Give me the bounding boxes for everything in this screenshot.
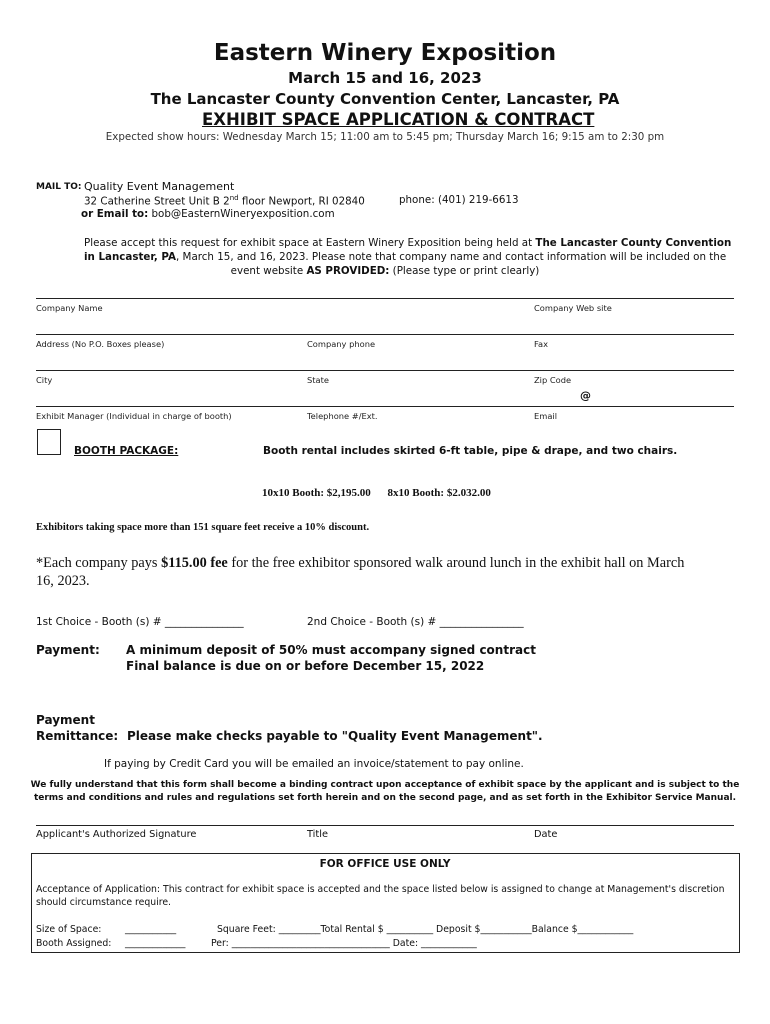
telephone-label: Telephone #/Ext. xyxy=(307,411,378,421)
form-title: EXHIBIT SPACE APPLICATION & CONTRACT xyxy=(202,110,595,129)
square-feet-row[interactable]: Square Feet: _________Total Rental $ __________ Deposit $___________Balance $____________ xyxy=(217,924,634,935)
price-10x10-label: 10x10 Booth xyxy=(262,487,321,499)
remittance-label-2: Remittance: xyxy=(36,729,119,743)
event-venue: The Lancaster County Convention Center, Lancaster, PA xyxy=(150,90,620,108)
email-label-field: Email xyxy=(534,411,558,421)
email-label: or Email to: xyxy=(81,208,149,220)
event-dates: March 15 and 16, 2023 xyxy=(288,69,482,87)
company-name-line[interactable] xyxy=(36,298,734,299)
manager-line[interactable] xyxy=(36,406,734,407)
binding-contract-2: terms and conditions and rules and regulations set forth herein and on the second page, and as set forth in the Exhibitor Service Manual. xyxy=(33,793,737,803)
email-at-sign: @ xyxy=(580,389,591,402)
intro-line-2 xyxy=(84,251,726,263)
street-superscript: nd xyxy=(229,194,239,202)
payment-label: Payment: xyxy=(36,643,100,657)
company-website-label: Company Web site xyxy=(534,303,612,313)
size-of-space-label: Size of Space: xyxy=(36,924,102,935)
state-label: State xyxy=(307,375,329,385)
booth-checkbox[interactable] xyxy=(37,429,61,455)
zip-label: Zip Code xyxy=(534,375,572,385)
discount-note: Exhibitors taking space more than 151 square feet receive a 10% discount. xyxy=(36,522,370,533)
intro-as-provided: AS PROVIDED: xyxy=(306,265,390,277)
office-acceptance-1: Acceptance of Application: This contract for exhibit space is accepted and the space listed below is assigned to change at Management's discretion xyxy=(36,884,725,895)
remittance-text: Please make checks payable to "Quality Event Management". xyxy=(127,729,543,743)
price-8x10: 8x10 Booth: $2.032.00 xyxy=(387,487,491,499)
second-choice-booth[interactable]: 2nd Choice - Booth (s) # ________________ xyxy=(307,616,524,628)
fee-text-2: for the free exhibitor sponsored walk around lunch in the exhibit hall on March xyxy=(227,555,685,571)
office-use-heading: FOR OFFICE USE ONLY xyxy=(319,858,451,870)
office-acceptance-2: should circumstance require. xyxy=(36,897,171,908)
company-name-label: Company Name xyxy=(36,303,103,313)
mail-to-name: Quality Event Management xyxy=(84,180,235,193)
mail-phone: phone: (401) 219-6613 xyxy=(399,194,519,206)
mail-email-row xyxy=(81,208,335,220)
payment-balance: Final balance is due on or before December 15, 2022 xyxy=(126,659,485,673)
intro-text-4: (Please type or print clearly) xyxy=(389,265,540,277)
intro-text-2: , March 15, and 16, 2023. Please note that company name and contact information will be included on the xyxy=(176,251,727,263)
booth-assigned-field[interactable]: _____________ xyxy=(125,938,186,949)
street-text: 32 Catherine Street Unit B 2 xyxy=(84,195,230,208)
intro-venue: The Lancaster County Convention xyxy=(535,237,732,249)
company-phone-label: Company phone xyxy=(307,339,376,349)
fee-line-1 xyxy=(36,555,684,572)
per-date-row[interactable]: Per: __________________________________ Date: ____________ xyxy=(211,938,477,949)
booth-package-label: BOOTH PACKAGE: xyxy=(74,445,179,457)
signature-label: Applicant's Authorized Signature xyxy=(36,829,197,840)
intro-line-1 xyxy=(84,237,731,249)
fee-text: *Each company pays xyxy=(36,555,162,571)
address-label: Address (No P.O. Boxes please) xyxy=(36,339,165,349)
booth-includes: Booth rental includes skirted 6-ft table, pipe & drape, and two chairs. xyxy=(263,445,678,457)
first-choice-booth[interactable]: 1st Choice - Booth (s) # _______________ xyxy=(36,616,244,628)
price-10x10-value: : $2,195.00 xyxy=(320,487,371,499)
signature-line[interactable] xyxy=(36,825,734,826)
binding-contract-1: We fully understand that this form shall become a binding contract upon acceptance of exhibit space by the applicant and is subject to the xyxy=(30,780,740,790)
page-title: Eastern Winery Exposition xyxy=(213,40,557,66)
fax-label: Fax xyxy=(534,339,549,349)
show-hours: Expected show hours: Wednesday March 15; 11:00 am to 5:45 pm; Thursday March 16; 9:15 am to 2:30 pm xyxy=(105,131,665,143)
fee-line-2: 16, 2023. xyxy=(36,573,90,589)
mail-to-street xyxy=(84,194,365,207)
address-line[interactable] xyxy=(36,334,734,335)
intro-text-3: event website xyxy=(230,265,307,277)
mail-to-label: MAIL TO: xyxy=(36,182,82,192)
payment-deposit: A minimum deposit of 50% must accompany signed contract xyxy=(126,643,536,657)
credit-card-note: If paying by Credit Card you will be emailed an invoice/statement to pay online. xyxy=(104,758,524,770)
remittance-label-1: Payment xyxy=(36,713,95,727)
intro-text: Please accept this request for exhibit space at Eastern Winery Exposition being held at xyxy=(84,237,536,249)
city-label: City xyxy=(36,375,53,385)
intro-venue-2: in Lancaster, PA xyxy=(84,251,177,263)
booth-assigned-label: Booth Assigned: xyxy=(36,938,112,949)
exhibit-manager-label: Exhibit Manager (Individual in charge of booth) xyxy=(36,411,232,421)
signature-title-label: Title xyxy=(307,829,328,840)
street-text-rest: floor Newport, RI 02840 xyxy=(238,195,365,208)
fee-amount: $115.00 fee xyxy=(161,555,228,571)
city-line[interactable] xyxy=(36,370,734,371)
booth-prices xyxy=(262,487,491,499)
email-link[interactable]: bob@EasternWineryexposition.com xyxy=(151,208,335,220)
signature-date-label: Date xyxy=(534,829,558,840)
size-of-space-field[interactable]: ___________ xyxy=(125,924,177,935)
intro-line-3 xyxy=(0,265,770,277)
